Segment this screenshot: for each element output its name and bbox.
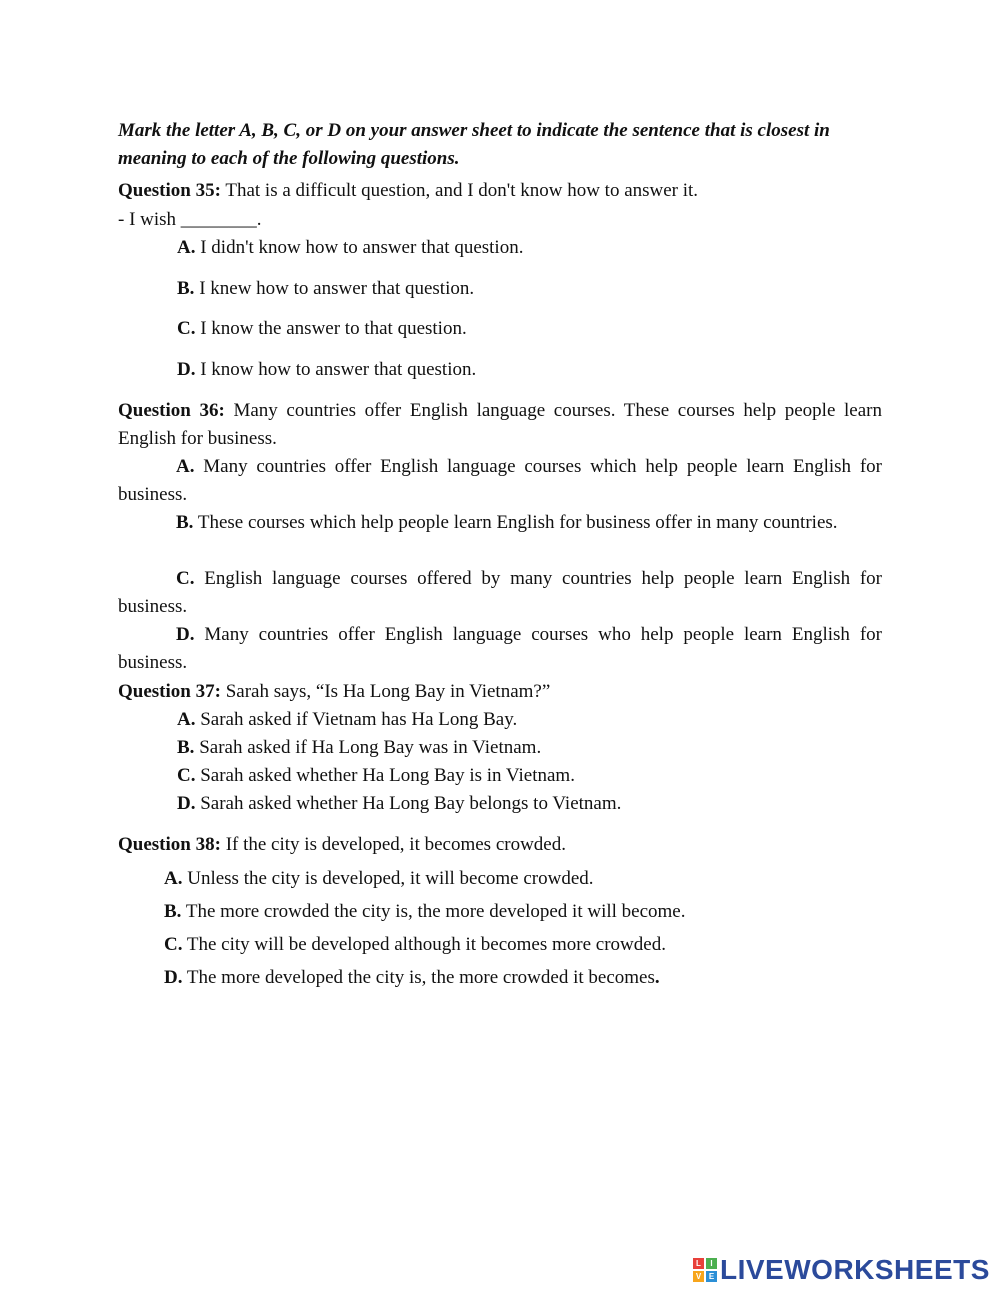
option-text: I know the answer to that question. [195, 318, 467, 339]
q37-option-b[interactable] [177, 734, 541, 762]
question-text: Many countries offer English language courses. These courses help people learn English for business. [118, 400, 882, 449]
q36-option-c[interactable] [118, 565, 882, 621]
question-36 [118, 397, 882, 453]
option-text: Sarah asked whether Ha Long Bay is in Vietnam. [195, 765, 575, 786]
option-letter: D. [164, 967, 183, 988]
question-35-prompt: - I wish ________. [118, 209, 262, 230]
instructions: Mark the letter A, B, C, or D on your answer sheet to indicate the sentence that is closest in meaning to each of the following questions. [118, 120, 830, 169]
question-text: That is a difficult question, and I don't know how to answer it. [220, 180, 699, 201]
option-text: English language courses offered by many countries help people learn English for business. [118, 568, 882, 617]
question-label: Question 37: [118, 681, 221, 702]
option-text: The more developed the city is, the more crowded it becomes [182, 967, 655, 988]
option-letter: B. [177, 737, 195, 758]
q35-option-d[interactable] [177, 356, 476, 384]
q36-option-b[interactable] [118, 509, 882, 537]
liveworksheets-logo [693, 1255, 990, 1285]
option-letter: B. [176, 512, 194, 533]
option-text: I know how to answer that question. [195, 359, 477, 380]
option-letter: A. [164, 868, 183, 889]
q38-option-d[interactable] [164, 964, 660, 992]
option-text: The more crowded the city is, the more developed it will become. [181, 901, 686, 922]
option-text: I didn't know how to answer that question. [195, 237, 524, 258]
q37-option-a[interactable] [177, 706, 517, 734]
q35-option-c[interactable] [177, 315, 467, 343]
question-37 [118, 678, 550, 706]
option-letter: C. [177, 765, 196, 786]
option-text: I knew how to answer that question. [194, 278, 475, 299]
q36-option-d[interactable] [118, 621, 882, 677]
option-text: Sarah asked whether Ha Long Bay belongs to Vietnam. [195, 793, 622, 814]
logo-tile: I [706, 1258, 717, 1269]
option-end-mark: . [654, 967, 660, 988]
option-letter: D. [176, 624, 195, 645]
question-label: Question 38: [118, 834, 221, 855]
option-text: Many countries offer English language courses which help people learn English for business. [118, 456, 882, 505]
question-label: Question 36: [118, 400, 225, 421]
logo-tile: L [693, 1258, 704, 1269]
option-letter: B. [164, 901, 182, 922]
q35-option-a[interactable] [177, 234, 523, 262]
option-letter: B. [177, 278, 195, 299]
option-letter: D. [177, 359, 196, 380]
logo-text: LIVEWORKSHEETS [720, 1254, 990, 1285]
q38-option-c[interactable] [164, 931, 666, 959]
question-38 [118, 831, 566, 859]
option-text: Sarah asked if Ha Long Bay was in Vietnam. [194, 737, 542, 758]
option-letter: A. [177, 237, 196, 258]
q37-option-d[interactable] [177, 790, 621, 818]
question-text: If the city is developed, it becomes crowded. [220, 834, 566, 855]
q36-option-a[interactable] [118, 453, 882, 509]
q37-option-c[interactable] [177, 762, 575, 790]
q38-option-b[interactable] [164, 898, 686, 926]
q35-option-b[interactable] [177, 275, 474, 303]
question-label: Question 35: [118, 180, 221, 201]
logo-tile: V [693, 1271, 704, 1282]
q38-option-a[interactable] [164, 865, 594, 893]
option-text: These courses which help people learn English for business offer in many countries. [193, 512, 838, 533]
option-text: Many countries offer English language courses who help people learn English for business. [118, 624, 882, 673]
option-letter: D. [177, 793, 196, 814]
option-letter: C. [177, 318, 196, 339]
question-text: Sarah says, “Is Ha Long Bay in Vietnam?” [220, 681, 551, 702]
option-text: Unless the city is developed, it will become crowded. [182, 868, 594, 889]
option-text: Sarah asked if Vietnam has Ha Long Bay. [195, 709, 518, 730]
option-letter: A. [176, 456, 195, 477]
logo-tile: E [706, 1271, 717, 1282]
option-letter: C. [164, 934, 183, 955]
option-text: The city will be developed although it becomes more crowded. [182, 934, 666, 955]
option-letter: A. [177, 709, 196, 730]
logo-grid-icon [693, 1258, 717, 1282]
question-35 [118, 177, 698, 205]
option-letter: C. [176, 568, 195, 589]
